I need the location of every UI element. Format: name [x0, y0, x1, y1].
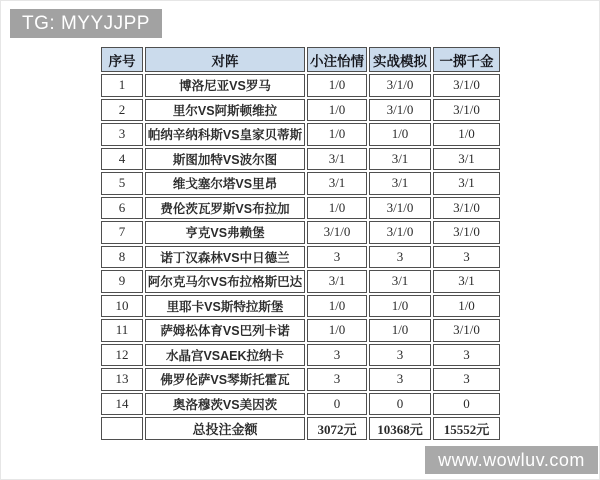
row-small-bet: 1/0 — [307, 74, 367, 97]
table-row — [101, 393, 500, 416]
row-simulation: 1/0 — [369, 123, 431, 146]
betting-predictions-table — [99, 45, 502, 442]
row-index: 8 — [101, 246, 143, 269]
col-header-index: 序号 — [101, 47, 143, 72]
row-simulation: 1/0 — [369, 295, 431, 318]
table-row — [101, 368, 500, 391]
row-matchup: 佛罗伦萨VS琴斯托霍瓦 — [145, 368, 305, 391]
row-big-stake: 3/1/0 — [433, 99, 500, 122]
row-small-bet: 1/0 — [307, 123, 367, 146]
row-big-stake: 3/1 — [433, 172, 500, 195]
row-index: 12 — [101, 344, 143, 367]
row-matchup: 奥洛穆茨VS美因茨 — [145, 393, 305, 416]
row-simulation: 3/1/0 — [369, 74, 431, 97]
row-matchup: 里尔VS阿斯顿维拉 — [145, 99, 305, 122]
row-simulation: 3/1 — [369, 148, 431, 171]
row-big-stake: 3 — [433, 368, 500, 391]
row-big-stake: 3/1 — [433, 270, 500, 293]
header-row — [101, 47, 500, 72]
row-simulation: 1/0 — [369, 319, 431, 342]
table-row — [101, 295, 500, 318]
col-header-matchup: 对阵 — [145, 47, 305, 72]
row-index: 13 — [101, 368, 143, 391]
table-row — [101, 270, 500, 293]
row-index: 4 — [101, 148, 143, 171]
total-empty-cell — [101, 417, 143, 440]
row-matchup: 诺丁汉森林VS中日德兰 — [145, 246, 305, 269]
row-simulation: 3 — [369, 246, 431, 269]
total-small-bet: 3072元 — [307, 417, 367, 440]
row-matchup: 维戈塞尔塔VS里昂 — [145, 172, 305, 195]
telegram-badge: TG: MYYJJPP — [10, 9, 162, 38]
row-big-stake: 3 — [433, 344, 500, 367]
row-index: 3 — [101, 123, 143, 146]
row-index: 5 — [101, 172, 143, 195]
row-matchup: 水晶宫VSAEK拉纳卡 — [145, 344, 305, 367]
total-row — [101, 417, 500, 440]
row-simulation: 3/1/0 — [369, 197, 431, 220]
row-big-stake: 3/1/0 — [433, 319, 500, 342]
row-small-bet: 3 — [307, 344, 367, 367]
row-matchup: 帕纳辛纳科斯VS皇家贝蒂斯 — [145, 123, 305, 146]
total-simulation: 10368元 — [369, 417, 431, 440]
table-row — [101, 148, 500, 171]
row-small-bet: 3 — [307, 368, 367, 391]
row-big-stake: 0 — [433, 393, 500, 416]
row-matchup: 亨克VS弗赖堡 — [145, 221, 305, 244]
table-row — [101, 319, 500, 342]
row-simulation: 0 — [369, 393, 431, 416]
row-index: 2 — [101, 99, 143, 122]
row-big-stake: 1/0 — [433, 295, 500, 318]
row-big-stake: 3 — [433, 246, 500, 269]
table-row — [101, 344, 500, 367]
row-matchup: 里耶卡VS斯特拉斯堡 — [145, 295, 305, 318]
row-small-bet: 3/1 — [307, 172, 367, 195]
row-simulation: 3 — [369, 368, 431, 391]
row-index: 11 — [101, 319, 143, 342]
col-header-small-bet: 小注怡情 — [307, 47, 367, 72]
row-simulation: 3/1 — [369, 172, 431, 195]
row-matchup: 费伦茨瓦罗斯VS布拉加 — [145, 197, 305, 220]
total-label: 总投注金额 — [145, 417, 305, 440]
row-small-bet: 1/0 — [307, 295, 367, 318]
row-small-bet: 1/0 — [307, 99, 367, 122]
row-matchup: 博洛尼亚VS罗马 — [145, 74, 305, 97]
row-matchup: 斯图加特VS波尔图 — [145, 148, 305, 171]
table-row — [101, 123, 500, 146]
table-row — [101, 99, 500, 122]
row-small-bet: 3/1 — [307, 270, 367, 293]
row-small-bet: 3 — [307, 246, 367, 269]
row-small-bet: 1/0 — [307, 197, 367, 220]
row-simulation: 3 — [369, 344, 431, 367]
row-small-bet: 3/1/0 — [307, 221, 367, 244]
total-big-stake: 15552元 — [433, 417, 500, 440]
row-simulation: 3/1/0 — [369, 99, 431, 122]
table-row — [101, 246, 500, 269]
row-big-stake: 3/1/0 — [433, 221, 500, 244]
row-index: 6 — [101, 197, 143, 220]
row-simulation: 3/1 — [369, 270, 431, 293]
row-index: 9 — [101, 270, 143, 293]
row-index: 14 — [101, 393, 143, 416]
row-index: 1 — [101, 74, 143, 97]
row-matchup: 萨姆松体育VS巴列卡诺 — [145, 319, 305, 342]
table-row — [101, 172, 500, 195]
row-small-bet: 1/0 — [307, 319, 367, 342]
row-index: 10 — [101, 295, 143, 318]
table-row — [101, 221, 500, 244]
table-row — [101, 74, 500, 97]
row-big-stake: 1/0 — [433, 123, 500, 146]
row-big-stake: 3/1 — [433, 148, 500, 171]
table-row — [101, 197, 500, 220]
row-index: 7 — [101, 221, 143, 244]
col-header-simulation: 实战模拟 — [369, 47, 431, 72]
row-small-bet: 3/1 — [307, 148, 367, 171]
row-big-stake: 3/1/0 — [433, 74, 500, 97]
row-small-bet: 0 — [307, 393, 367, 416]
row-simulation: 3/1/0 — [369, 221, 431, 244]
row-big-stake: 3/1/0 — [433, 197, 500, 220]
watermark: www.wowluv.com — [425, 446, 598, 474]
row-matchup: 阿尔克马尔VS布拉格斯巴达 — [145, 270, 305, 293]
col-header-big-stake: 一掷千金 — [433, 47, 500, 72]
